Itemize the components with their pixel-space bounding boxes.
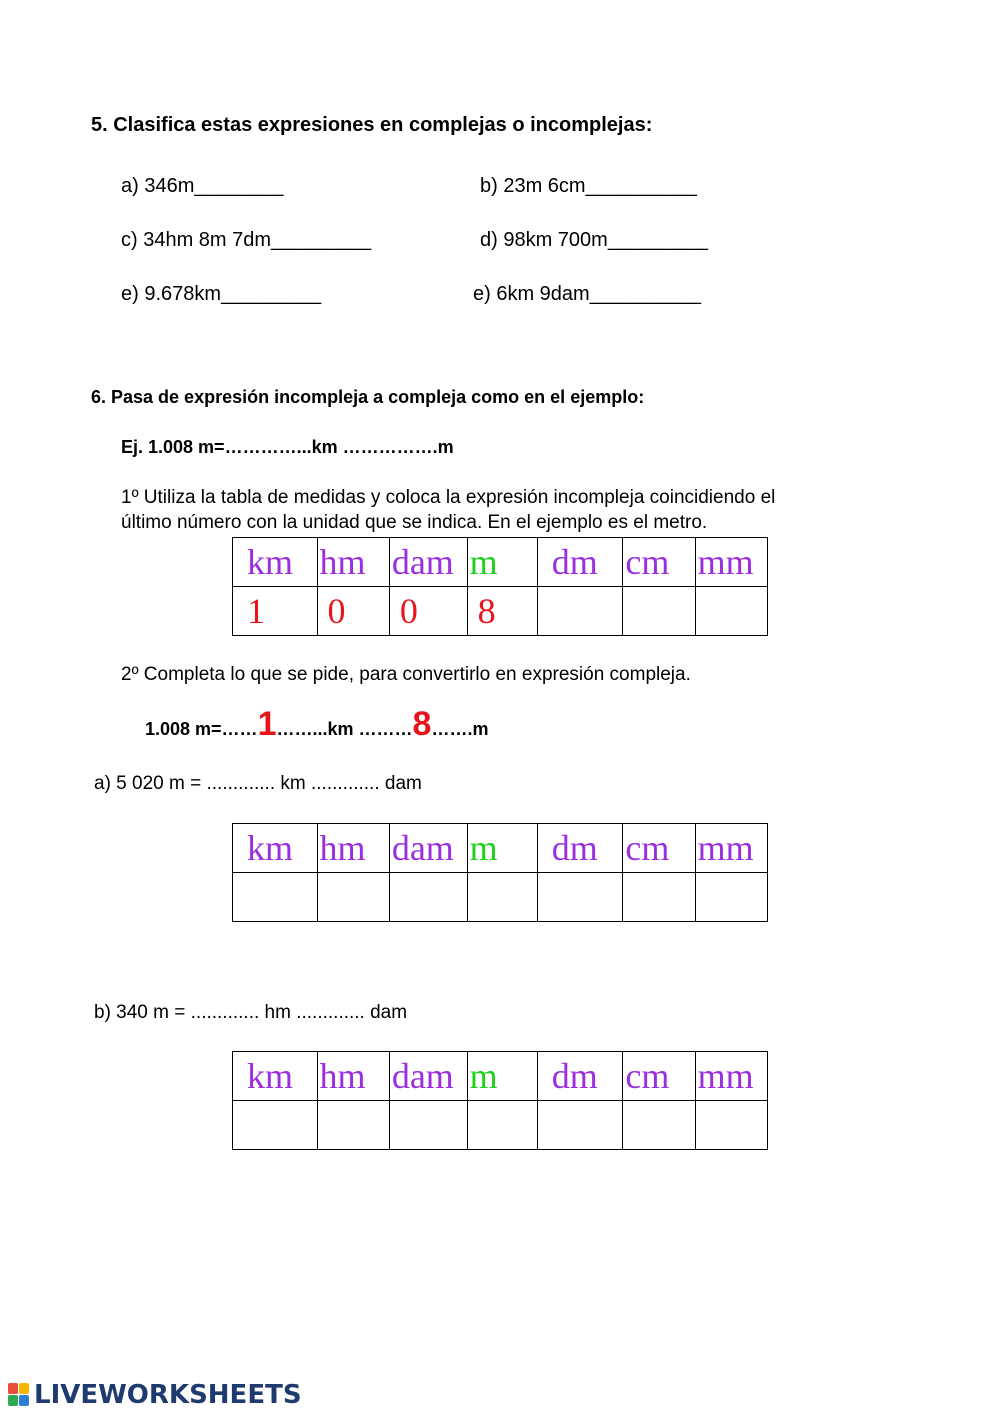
unit-dm: dm [537,824,623,873]
digit-cell-mm[interactable] [695,587,767,636]
answer-cell-mm[interactable] [695,873,767,922]
exercise-a-units-table [232,823,768,922]
units-header-row [233,1052,768,1101]
unit-hm: hm [317,538,389,587]
answer-cell-km[interactable] [233,873,318,922]
units-header-row [233,824,768,873]
answer-row [233,1101,768,1150]
question-6-title: 6. Pasa de expresión incompleja a compleja como en el ejemplo: [91,387,645,407]
unit-km: km [233,1052,318,1101]
answer-cell-m[interactable] [467,1101,537,1150]
unit-dam: dam [389,824,467,873]
liveworksheets-logo-icon [8,1383,30,1407]
answer-cell-hm[interactable] [317,1101,389,1150]
answer-cell-dam[interactable] [389,873,467,922]
q6-step1-line2: último número con la unidad que se indica. En el ejemplo es el metro. [121,512,708,533]
answer-prefix: 1.008 m=…… [145,719,258,739]
unit-cm: cm [623,538,695,587]
question-5-title: 5. Clasifica estas expresiones en complejas o incomplejas: [91,114,653,136]
unit-dm: dm [537,1052,623,1101]
q5-item-a: a) 346m________ [121,175,284,197]
unit-cm: cm [623,1052,695,1101]
unit-m: m [467,824,537,873]
answer-cell-m[interactable] [467,873,537,922]
digit-cell-dam: 0 [389,587,467,636]
answer-cell-dam[interactable] [389,1101,467,1150]
answer-suffix: …….m [431,719,489,739]
unit-km: km [233,538,318,587]
unit-hm: hm [317,1052,389,1101]
unit-dam: dam [389,538,467,587]
digit-cell-km: 1 [233,587,318,636]
unit-dm: dm [537,538,623,587]
units-header-row [233,538,768,587]
answer-digit-km: 1 [257,705,277,743]
answer-cell-hm[interactable] [317,873,389,922]
unit-mm: mm [695,824,767,873]
example-units-table [232,537,768,636]
q5-item-e2: e) 6km 9dam__________ [473,283,701,305]
exercise-a: a) 5 020 m = ............. km ............. dam [94,773,422,794]
answer-cell-km[interactable] [233,1101,318,1150]
answer-cell-dm[interactable] [537,1101,623,1150]
unit-m: m [467,538,537,587]
unit-mm: mm [695,538,767,587]
q6-example: Ej. 1.008 m=…………...km …………….m [121,437,454,457]
unit-hm: hm [317,824,389,873]
unit-cm: cm [623,824,695,873]
answer-cell-cm[interactable] [623,1101,695,1150]
unit-m: m [467,1052,537,1101]
answer-middle: ……...km ……… [276,719,413,739]
exercise-b-units-table [232,1051,768,1150]
q6-step2: 2º Completa lo que se pide, para convertirlo en expresión compleja. [121,664,691,685]
digit-cell-cm[interactable] [623,587,695,636]
answer-cell-dm[interactable] [537,873,623,922]
q5-item-b: b) 23m 6cm__________ [480,175,697,197]
example-digits-row [233,587,768,636]
answer-cell-mm[interactable] [695,1101,767,1150]
answer-digit-m: 8 [412,705,432,743]
q6-step1-line1: 1º Utiliza la tabla de medidas y coloca la expresión incompleja coincidiendo el [121,487,776,508]
liveworksheets-logo[interactable] [8,1381,302,1409]
q6-answer-line [145,702,488,751]
unit-dam: dam [389,1052,467,1101]
q5-item-d: d) 98km 700m_________ [480,229,708,251]
digit-cell-dm[interactable] [537,587,623,636]
logo-text: LIVEWORKSHEETS [34,1380,302,1410]
exercise-b: b) 340 m = ............. hm ............. dam [94,1002,408,1023]
q5-item-e1: e) 9.678km_________ [121,283,322,305]
digit-cell-m: 8 [467,587,537,636]
answer-cell-cm[interactable] [623,873,695,922]
unit-mm: mm [695,1052,767,1101]
answer-row [233,873,768,922]
q5-item-c: c) 34hm 8m 7dm_________ [121,229,372,251]
digit-cell-hm: 0 [317,587,389,636]
unit-km: km [233,824,318,873]
